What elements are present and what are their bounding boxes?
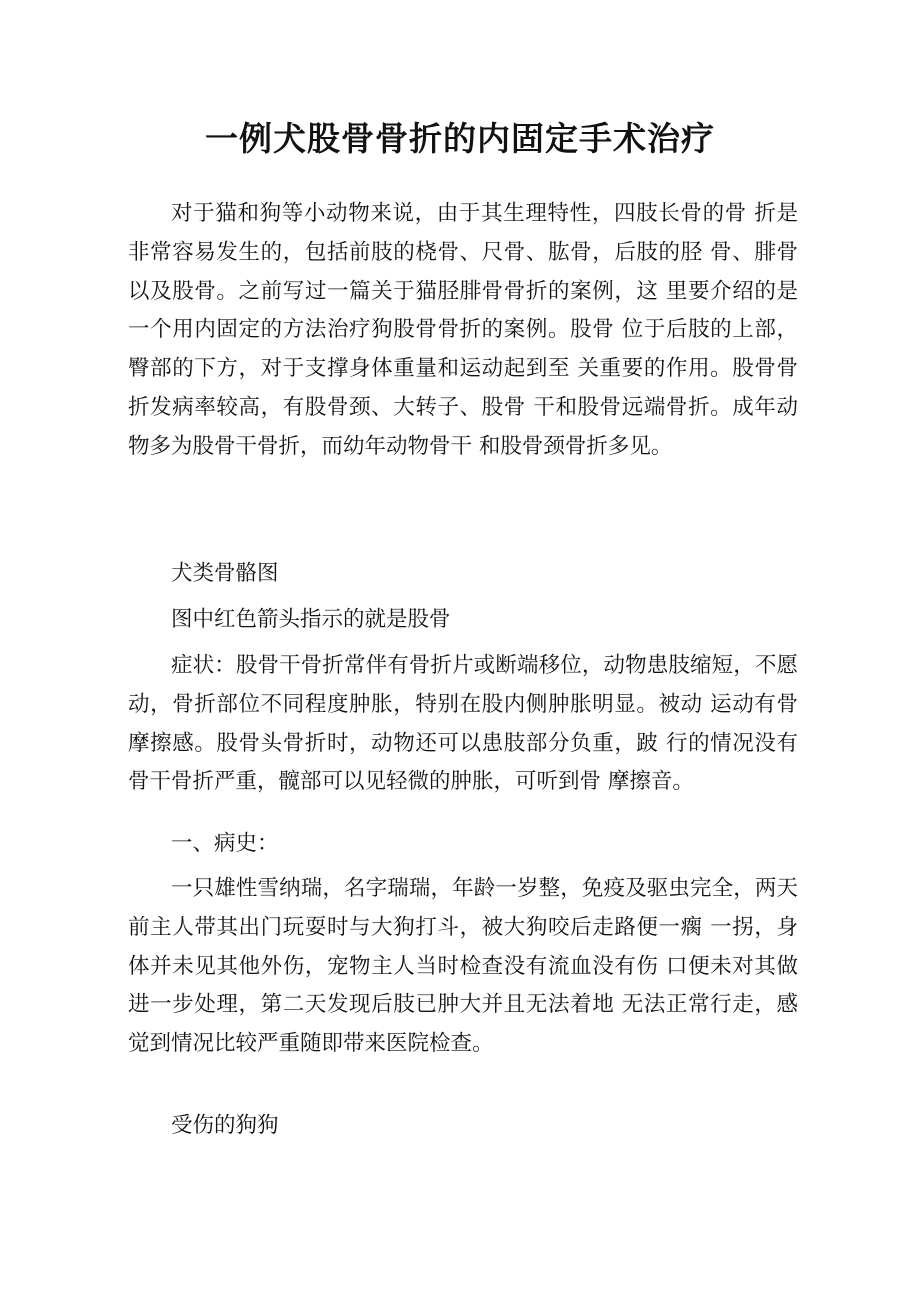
figure-caption-injured-dog: 受伤的狗狗 bbox=[171, 1113, 279, 1138]
intro-paragraph: 对于猫和狗等小动物来说，由于其生理特性，四肢长骨的骨 折是非常容易发生的，包括前肢的桡骨、尺骨、肱骨，后肢的胫 骨、腓骨以及股骨。之前写过一篇关于猫胫腓骨骨折的案例，这 里要介绍的是一个用内固定的方法治疗狗股骨骨折的案例。股骨 位于后肢的上部，臀部的下方，对于支撑身体重量和运动起到至 关重要的作用。股骨骨折发病率较高，有股骨颈、大转子、股骨 干和股骨远端骨折。成年动物多为股骨干骨折，而幼年动物骨干 和股骨颈骨折多见。 bbox=[128, 201, 798, 459]
figure-note-arrow: 图中红色箭头指示的就是股骨 bbox=[171, 607, 451, 632]
symptoms-paragraph: 症状：股骨干骨折常伴有骨折片或断端移位，动物患肢缩短，不愿动，骨折部位不同程度肿胀，特别在股内侧肿胀明显。被动 运动有骨摩擦感。股骨头骨折时，动物还可以患肢部分负重，跛 行的情况没有骨干骨折严重，髋部可以见轻微的肿胀，可听到骨 摩擦音。 bbox=[128, 653, 798, 795]
history-paragraph: 一只雄性雪纳瑞，名字瑞瑞，年龄一岁整，免疫及驱虫完全，两天前主人带其出门玩耍时与大狗打斗，被大狗咬后走路便一瘸 一拐，身体并未见其他外伤，宠物主人当时检查没有流血没有伤 口便未对其做进一步处理，第二天发现后肢已肿大并且无法着地 无法正常行走，感觉到情况比较严重随即带来医院检查。 bbox=[128, 876, 798, 1057]
document-title: 一例犬股骨骨折的内固定手术治疗 bbox=[205, 119, 715, 158]
section-heading-history: 一、病史： bbox=[171, 831, 279, 856]
figure-caption-skeleton: 犬类骨骼图 bbox=[171, 561, 279, 586]
